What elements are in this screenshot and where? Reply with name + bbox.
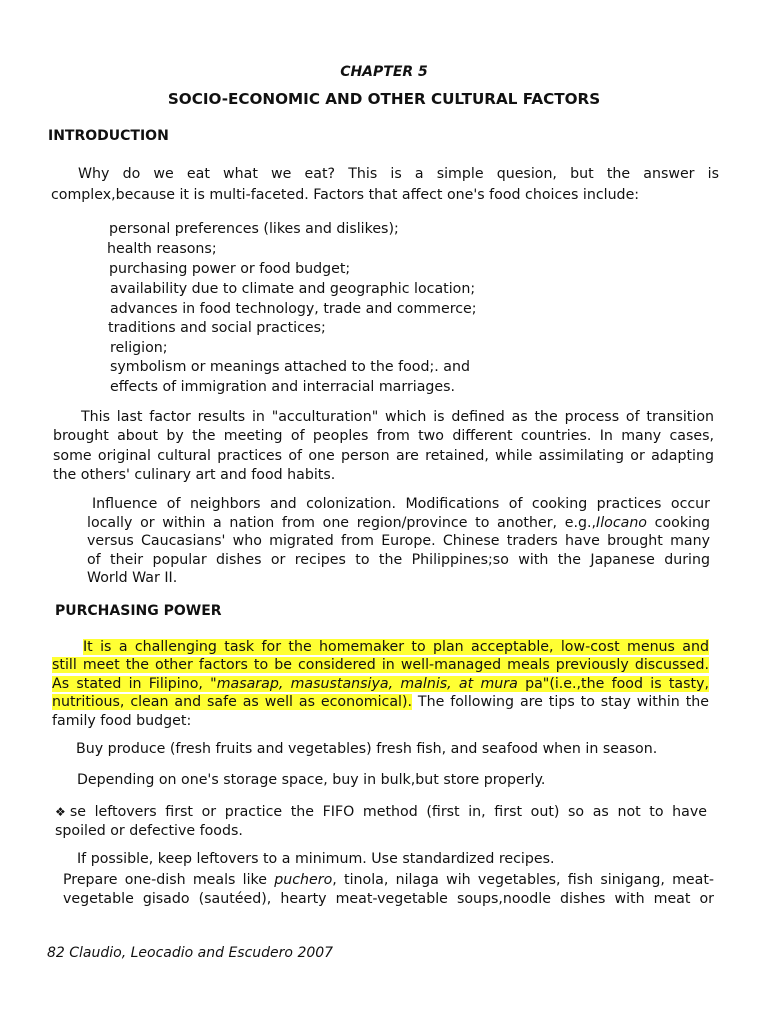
purchasing-paragraph [52,638,709,730]
tip-line [55,803,707,822]
tip-text: , tinola, nilaga wih vegetables, fish sinigang, meat- [332,872,714,888]
intro-line-2: complex,because it is multi-faceted. Factors that affect one's food choices include: [51,187,640,204]
tip-item: If possible, keep leftovers to a minimum. Use standardized recipes. [77,851,555,867]
para-line [52,693,709,711]
para-line: family food budget: [52,712,192,729]
colonization-paragraph [87,495,710,588]
factor-item: symbolism or meanings attached to the food;. and [110,359,470,375]
italic-term: Ilocano [596,514,647,531]
para-text: The following are tips to stay within the [412,694,709,711]
factor-item: traditions and social practices; [108,320,326,336]
highlighted-text: nutritious, clean and safe as well as economical). [52,694,413,711]
diamond-bullet-icon: ❖ [55,805,70,819]
para-line [52,638,709,656]
tip-line [63,871,714,890]
chapter-label: CHAPTER 5 [340,64,428,80]
factor-item: advances in food technology, trade and commerce; [110,301,477,317]
intro-paragraph [51,165,719,206]
tip-fifo [55,803,707,842]
tip-line: spoiled or defective foods. [55,823,243,840]
para-line: versus Caucasians' who migrated from Europe. Chinese traders have brought many [87,533,710,550]
para-text: cooking [647,514,711,531]
para-line: World War II. [87,570,178,587]
para-line: Influence of neighbors and colonization. Modifications of cooking practices occur [92,496,710,512]
page-footer-citation: 82 Claudio, Leocadio and Escudero 2007 [47,945,334,961]
acculturation-paragraph [53,408,714,486]
factor-item: purchasing power or food budget; [109,261,351,277]
tip-one-dish [63,871,714,910]
factor-item: religion; [110,340,168,356]
para-text: locally or within a nation from one region/province to another, e.g., [87,514,597,531]
para-line: some original cultural practices of one person are retained, while assimilating or adapting [53,447,714,464]
tip-item: Depending on one's storage space, buy in bulk,but store properly. [77,772,546,788]
factor-item: health reasons; [107,241,217,257]
highlighted-text: pa"(i.e.,the food is tasty, [517,675,709,692]
para-line [87,514,710,533]
highlighted-text: still meet the other factors to be considered in well-managed meals previously discussed. [52,657,709,674]
tip-line: vegetable gisado (sautéed), hearty meat-vegetable soups,noodle dishes with meat or [63,891,714,908]
factor-item: availability due to climate and geographic location; [110,281,476,297]
intro-line-1: Why do we eat what we eat? This is a simple quesion, but the answer is [78,166,719,182]
introduction-heading: INTRODUCTION [48,128,169,144]
para-line: the others' culinary art and food habits. [53,467,336,484]
factor-item: effects of immigration and interracial marriages. [110,379,456,395]
factor-item: personal preferences (likes and dislikes); [109,221,399,237]
para-line: brought about by the meeting of peoples from two different countries. In many cases, [53,428,714,445]
highlighted-italic-text: "masarap, masustansiya, malnis, at mura [210,675,518,692]
highlighted-text: As stated in Filipino, [52,675,211,692]
para-line [52,656,709,674]
para-line: This last factor results in "acculturation" which is defined as the process of transition [81,409,714,425]
para-line [52,675,709,693]
italic-term: puchero [274,872,333,888]
tip-item: Buy produce (fresh fruits and vegetables) fresh fish, and seafood when in season. [76,741,658,757]
tip-text: se leftovers first or practice the FIFO method (first in, first out) so as not to have [69,804,707,820]
para-line: of their popular dishes or recipes to the Philippines;so with the Japanese during [87,551,710,568]
chapter-title: SOCIO-ECONOMIC AND OTHER CULTURAL FACTORS [167,90,601,108]
highlighted-text: It is a challenging task for the homemaker to plan acceptable, low-cost menus and [83,639,709,655]
tip-text: Prepare one-dish meals like [63,872,275,888]
purchasing-power-heading: PURCHASING POWER [55,603,222,619]
